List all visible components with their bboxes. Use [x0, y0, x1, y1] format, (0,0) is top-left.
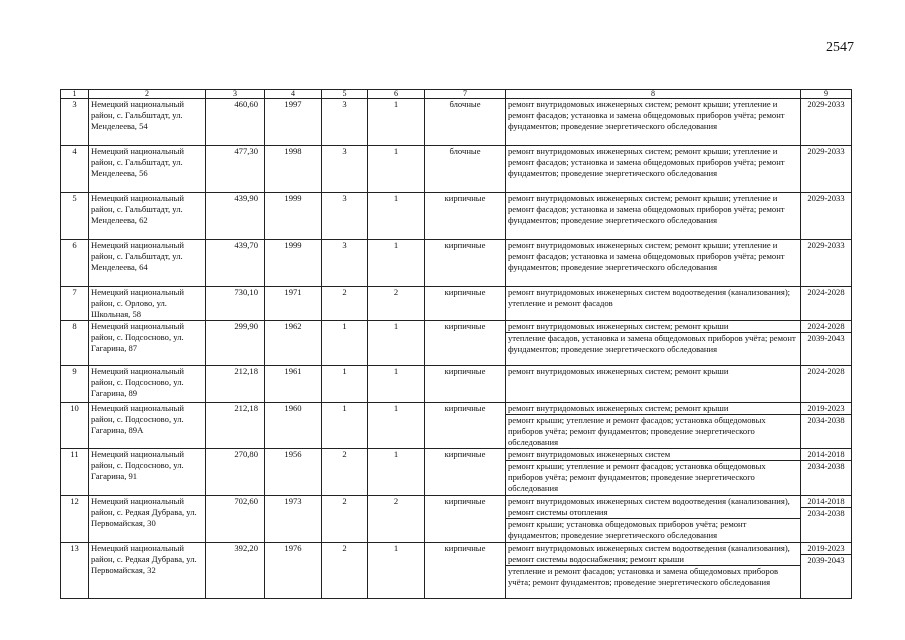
work-period: 2029-2033	[807, 99, 845, 109]
work-description: ремонт внутридомовых инженерных систем; ремонт крыши; утепление и ремонт фасадов; установка и замена общедомовых приборов учёта; ремонт фундаментов; проведение энергетического обследования	[508, 146, 785, 178]
works-cell	[506, 496, 801, 543]
address-cell: Немецкий национальный район, с. Подсосново, ул. Гагарина, 89А	[89, 403, 206, 449]
table-row	[61, 240, 852, 287]
column-header: 2	[89, 90, 206, 99]
works-cell	[506, 287, 801, 321]
work-description: утепление и ремонт фасадов; установка и замена общедомовых приборов учёта; ремонт фундаментов; проведение энергетического обследования	[508, 566, 779, 587]
table-row	[61, 543, 852, 599]
work-description: утепление фасадов, установка и замена общедомовых приборов учёта; ремонт фундаментов; проведение энергетического обследования	[508, 333, 796, 354]
floors-cell: 1	[322, 366, 368, 403]
address-cell: Немецкий национальный район, с. Гальбштадт, ул. Менделеева, 56	[89, 146, 206, 193]
table-row	[61, 496, 852, 543]
work-period: 2024-2028	[807, 366, 845, 376]
work-period: 2019-2023	[801, 543, 851, 555]
work-description: ремонт внутридомовых инженерных систем; ремонт крыши; утепление и ремонт фасадов; установка и замена общедомовых приборов учёта; ремонт фундаментов; проведение энергетического обследования	[508, 99, 785, 131]
wall-material-cell: кирпичные	[425, 449, 506, 496]
entrances-cell: 1	[368, 449, 425, 496]
table-row	[61, 449, 852, 496]
work-description: ремонт внутридомовых инженерных систем	[506, 449, 800, 461]
work-description: ремонт внутридомовых инженерных систем водоотведения (канализования), ремонт системы водоснабжения; ремонт крыши	[506, 543, 800, 566]
wall-material-cell: кирпичные	[425, 403, 506, 449]
area-cell: 270,80	[206, 449, 265, 496]
column-header: 5	[322, 90, 368, 99]
wall-material-cell: блочные	[425, 99, 506, 146]
year-cell: 1998	[265, 146, 322, 193]
floors-cell: 2	[322, 496, 368, 543]
area-cell: 702,60	[206, 496, 265, 543]
address-cell: Немецкий национальный район, с. Орлово, ул. Школьная, 58	[89, 287, 206, 321]
address-cell: Немецкий национальный район, с. Редкая Дубрава, ул. Первомайская, 30	[89, 496, 206, 543]
year-cell: 1971	[265, 287, 322, 321]
wall-material-cell: блочные	[425, 146, 506, 193]
table-row	[61, 193, 852, 240]
work-period: 2029-2033	[807, 240, 845, 250]
area-cell: 212,18	[206, 403, 265, 449]
period-cell	[801, 543, 852, 599]
row-number-cell: 6	[61, 240, 89, 287]
work-description: ремонт внутридомовых инженерных систем; ремонт крыши	[506, 403, 800, 415]
floors-cell: 2	[322, 449, 368, 496]
entrances-cell: 1	[368, 321, 425, 366]
period-cell	[801, 449, 852, 496]
period-cell	[801, 321, 852, 366]
area-cell: 477,30	[206, 146, 265, 193]
wall-material-cell: кирпичные	[425, 193, 506, 240]
row-number-cell: 5	[61, 193, 89, 240]
entrances-cell: 1	[368, 543, 425, 599]
column-header: 9	[801, 90, 852, 99]
wall-material-cell: кирпичные	[425, 543, 506, 599]
address-cell: Немецкий национальный район, с. Подсосново, ул. Гагарина, 91	[89, 449, 206, 496]
work-period: 2014-2018	[801, 496, 851, 508]
floors-cell: 3	[322, 193, 368, 240]
column-header: 1	[61, 90, 89, 99]
address-cell: Немецкий национальный район, с. Редкая Дубрава, ул. Первомайская, 32	[89, 543, 206, 599]
year-cell: 1999	[265, 193, 322, 240]
wall-material-cell: кирпичные	[425, 366, 506, 403]
floors-cell: 3	[322, 99, 368, 146]
wall-material-cell: кирпичные	[425, 321, 506, 366]
area-cell: 730,10	[206, 287, 265, 321]
work-description: ремонт крыши; установка общедомовых приборов учёта; ремонт фундаментов; проведение энергетического обследования	[508, 519, 747, 540]
floors-cell: 1	[322, 321, 368, 366]
floors-cell: 1	[322, 403, 368, 449]
floors-cell: 3	[322, 240, 368, 287]
address-cell: Немецкий национальный район, с. Гальбштадт, ул. Менделеева, 62	[89, 193, 206, 240]
row-number-cell: 4	[61, 146, 89, 193]
work-period: 2024-2028	[807, 287, 845, 297]
floors-cell: 2	[322, 287, 368, 321]
work-description: ремонт крыши; утепление и ремонт фасадов; установка общедомовых приборов учёта; ремонт фундаментов; проведение энергетического обследования	[508, 461, 766, 493]
work-period: 2034-2038	[807, 461, 845, 471]
work-period: 2014-2018	[801, 449, 851, 461]
work-period: 2019-2023	[801, 403, 851, 415]
work-period: 2029-2033	[807, 146, 845, 156]
floors-cell: 3	[322, 146, 368, 193]
area-cell: 460,60	[206, 99, 265, 146]
table-row	[61, 321, 852, 366]
wall-material-cell: кирпичные	[425, 287, 506, 321]
area-cell: 299,90	[206, 321, 265, 366]
period-cell	[801, 240, 852, 287]
year-cell: 1960	[265, 403, 322, 449]
table-row	[61, 366, 852, 403]
table-row	[61, 287, 852, 321]
work-description: ремонт внутридомовых инженерных систем; ремонт крыши	[508, 366, 729, 376]
period-cell	[801, 99, 852, 146]
works-cell	[506, 366, 801, 403]
work-period: 2039-2043	[807, 555, 845, 565]
work-description: ремонт внутридомовых инженерных систем водоотведения (канализования), ремонт системы отопления	[506, 496, 800, 519]
entrances-cell: 2	[368, 496, 425, 543]
work-description: ремонт внутридомовых инженерных систем водоотведения (канализования); утепление и ремонт фасадов	[508, 287, 791, 308]
row-number-cell: 8	[61, 321, 89, 366]
period-cell	[801, 403, 852, 449]
wall-material-cell: кирпичные	[425, 496, 506, 543]
area-cell: 439,90	[206, 193, 265, 240]
work-period: 2034-2038	[807, 415, 845, 425]
period-cell	[801, 146, 852, 193]
row-number-cell: 7	[61, 287, 89, 321]
table-row	[61, 99, 852, 146]
year-cell: 1962	[265, 321, 322, 366]
work-description: ремонт внутридомовых инженерных систем; ремонт крыши; утепление и ремонт фасадов; установка и замена общедомовых приборов учёта; ремонт фундаментов; проведение энергетического обследования	[508, 240, 785, 272]
works-cell	[506, 193, 801, 240]
table-row	[61, 403, 852, 449]
row-number-cell: 13	[61, 543, 89, 599]
works-cell	[506, 321, 801, 366]
year-cell: 1956	[265, 449, 322, 496]
area-cell: 392,20	[206, 543, 265, 599]
entrances-cell: 1	[368, 403, 425, 449]
work-description: ремонт внутридомовых инженерных систем; ремонт крыши; утепление и ремонт фасадов; установка и замена общедомовых приборов учёта; ремонт фундаментов; проведение энергетического обследования	[508, 193, 785, 225]
year-cell: 1961	[265, 366, 322, 403]
work-period: 2029-2033	[807, 193, 845, 203]
column-header: 6	[368, 90, 425, 99]
work-description: ремонт внутридомовых инженерных систем; ремонт крыши	[506, 321, 800, 333]
column-header: 8	[506, 90, 801, 99]
entrances-cell: 1	[368, 193, 425, 240]
row-number-cell: 10	[61, 403, 89, 449]
entrances-cell: 2	[368, 287, 425, 321]
work-period: 2024-2028	[801, 321, 851, 333]
row-number-cell: 12	[61, 496, 89, 543]
period-cell	[801, 496, 852, 543]
period-cell	[801, 193, 852, 240]
works-cell	[506, 146, 801, 193]
work-period: 2039-2043	[807, 333, 845, 343]
area-cell: 212,18	[206, 366, 265, 403]
year-cell: 1976	[265, 543, 322, 599]
address-cell: Немецкий национальный район, с. Гальбштадт, ул. Менделеева, 54	[89, 99, 206, 146]
column-header: 3	[206, 90, 265, 99]
works-cell	[506, 99, 801, 146]
floors-cell: 2	[322, 543, 368, 599]
period-cell	[801, 287, 852, 321]
works-cell	[506, 240, 801, 287]
table-row	[61, 146, 852, 193]
entrances-cell: 1	[368, 99, 425, 146]
works-cell	[506, 543, 801, 599]
row-number-cell: 3	[61, 99, 89, 146]
address-cell: Немецкий национальный район, с. Подсосново, ул. Гагарина, 89	[89, 366, 206, 403]
page-number: 2547	[826, 40, 854, 55]
area-cell: 439,70	[206, 240, 265, 287]
column-header: 4	[265, 90, 322, 99]
entrances-cell: 1	[368, 366, 425, 403]
row-number-cell: 11	[61, 449, 89, 496]
row-number-cell: 9	[61, 366, 89, 403]
address-cell: Немецкий национальный район, с. Гальбштадт, ул. Менделеева, 64	[89, 240, 206, 287]
column-number-row	[61, 90, 852, 99]
year-cell: 1999	[265, 240, 322, 287]
period-cell	[801, 366, 852, 403]
year-cell: 1973	[265, 496, 322, 543]
column-header: 7	[425, 90, 506, 99]
wall-material-cell: кирпичные	[425, 240, 506, 287]
address-cell: Немецкий национальный район, с. Подсосново, ул. Гагарина, 87	[89, 321, 206, 366]
entrances-cell: 1	[368, 240, 425, 287]
work-description: ремонт крыши; утепление и ремонт фасадов; установка общедомовых приборов учёта; ремонт фундаментов; проведение энергетического обследования	[508, 415, 766, 447]
housing-repair-table	[60, 89, 852, 599]
work-period: 2034-2038	[807, 508, 845, 518]
works-cell	[506, 403, 801, 449]
entrances-cell: 1	[368, 146, 425, 193]
year-cell: 1997	[265, 99, 322, 146]
works-cell	[506, 449, 801, 496]
